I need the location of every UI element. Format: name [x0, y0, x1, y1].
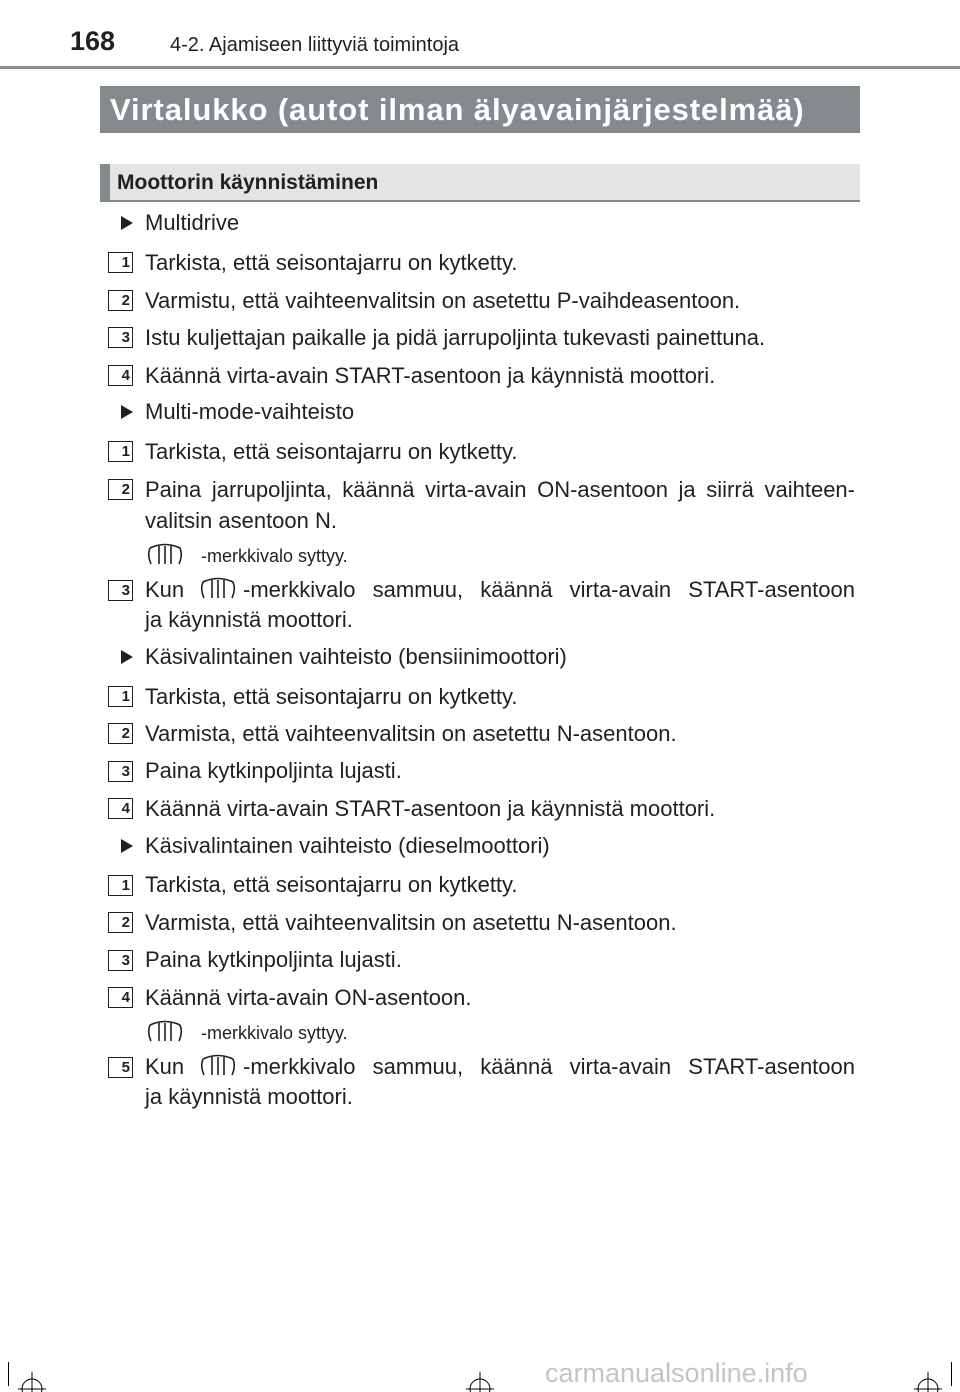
step-number-badge: 3: [108, 761, 133, 782]
step-text: Tarkista, että seisontajarru on kytketty.: [145, 439, 518, 464]
step-text: Varmista, että vaihteenvalitsin on asetettu N-asentoon.: [145, 910, 677, 935]
section-heading: Multi-mode-vaihteisto: [145, 399, 355, 424]
glow-plug-indicator-icon: [198, 576, 238, 602]
step-number-badge: 3: [108, 580, 133, 601]
subheading: Moottorin käynnistäminen: [100, 164, 860, 202]
step-text: Paina kytkinpoljinta lujasti.: [145, 947, 402, 972]
step-number-badge: 4: [108, 798, 133, 819]
section-heading: Käsivalintainen vaihteisto (dieselmoottori): [145, 833, 550, 858]
step-text: Varmistu, että vaihteenvalitsin on asetettu P-vaihdeasentoon.: [145, 288, 741, 313]
step-text: Tarkista, että seisontajarru on kytketty.: [145, 250, 518, 275]
step-text-continued: ja käynnistä moottori.: [145, 1084, 353, 1109]
section-heading: Käsivalintainen vaihteisto (bensiinimoottori): [145, 644, 567, 669]
step-text: Paina jarrupoljinta, käännä virta-avain ON-asentoon ja siirrä vaihteen-: [145, 477, 855, 502]
glow-plug-indicator-icon: [145, 542, 185, 568]
watermark: carmanualsonline.info: [545, 1358, 808, 1388]
step-text: -merkkivalo sammuu, käännä virta-avain START-asentoon: [243, 577, 855, 602]
step-number-badge: 1: [108, 252, 133, 273]
page-number: 168: [70, 26, 116, 56]
step-number-badge: 2: [108, 723, 133, 744]
step-text-continued: ja käynnistä moottori.: [145, 607, 353, 632]
step-number-badge: 1: [108, 875, 133, 896]
indicator-note: -merkkivalo syttyy.: [201, 1023, 348, 1043]
step-prefix: Kun: [145, 1054, 185, 1079]
step-number-badge: 1: [108, 441, 133, 462]
page-title: Virtalukko (autot ilman älyavainjärjestelmää): [100, 86, 860, 133]
step-text: Käännä virta-avain START-asentoon ja käynnistä moottori.: [145, 363, 716, 388]
triangle-bullet-icon: [121, 839, 133, 853]
page-header: [0, 0, 960, 70]
step-text: Paina kytkinpoljinta lujasti.: [145, 758, 402, 783]
step-number-badge: 4: [108, 365, 133, 386]
step-text: Käännä virta-avain START-asentoon ja käynnistä moottori.: [145, 796, 716, 821]
header-divider: [0, 66, 960, 69]
step-text: Istu kuljettajan paikalle ja pidä jarrupoljinta tukevasti painettuna.: [145, 325, 766, 350]
section-reference: 4-2. Ajamiseen liittyviä toimintoja: [170, 34, 460, 56]
step-prefix: Kun: [145, 577, 185, 602]
step-number-badge: 2: [108, 479, 133, 500]
step-text: Tarkista, että seisontajarru on kytketty.: [145, 872, 518, 897]
step-number-badge: 2: [108, 912, 133, 933]
indicator-note: -merkkivalo syttyy.: [201, 546, 348, 566]
step-text-continued: valitsin asentoon N.: [145, 508, 337, 533]
crop-mark: [951, 1362, 952, 1386]
triangle-bullet-icon: [121, 216, 133, 230]
step-number-badge: 3: [108, 950, 133, 971]
step-text: Varmista, että vaihteenvalitsin on asetettu N-asentoon.: [145, 721, 677, 746]
step-text: -merkkivalo sammuu, käännä virta-avain START-asentoon: [243, 1054, 855, 1079]
triangle-bullet-icon: [121, 405, 133, 419]
step-text: Tarkista, että seisontajarru on kytketty.: [145, 684, 518, 709]
triangle-bullet-icon: [121, 650, 133, 664]
glow-plug-indicator-icon: [145, 1019, 185, 1045]
step-text: Käännä virta-avain ON-asentoon.: [145, 985, 472, 1010]
step-number-badge: 2: [108, 290, 133, 311]
step-number-badge: 3: [108, 327, 133, 348]
step-number-badge: 5: [108, 1057, 133, 1078]
section-heading: Multidrive: [145, 210, 240, 235]
step-number-badge: 1: [108, 686, 133, 707]
registration-mark-icon: [911, 1372, 945, 1392]
registration-mark-icon: [15, 1372, 49, 1392]
crop-mark: [8, 1362, 9, 1386]
glow-plug-indicator-icon: [198, 1053, 238, 1079]
registration-mark-icon: [463, 1372, 497, 1392]
step-number-badge: 4: [108, 987, 133, 1008]
